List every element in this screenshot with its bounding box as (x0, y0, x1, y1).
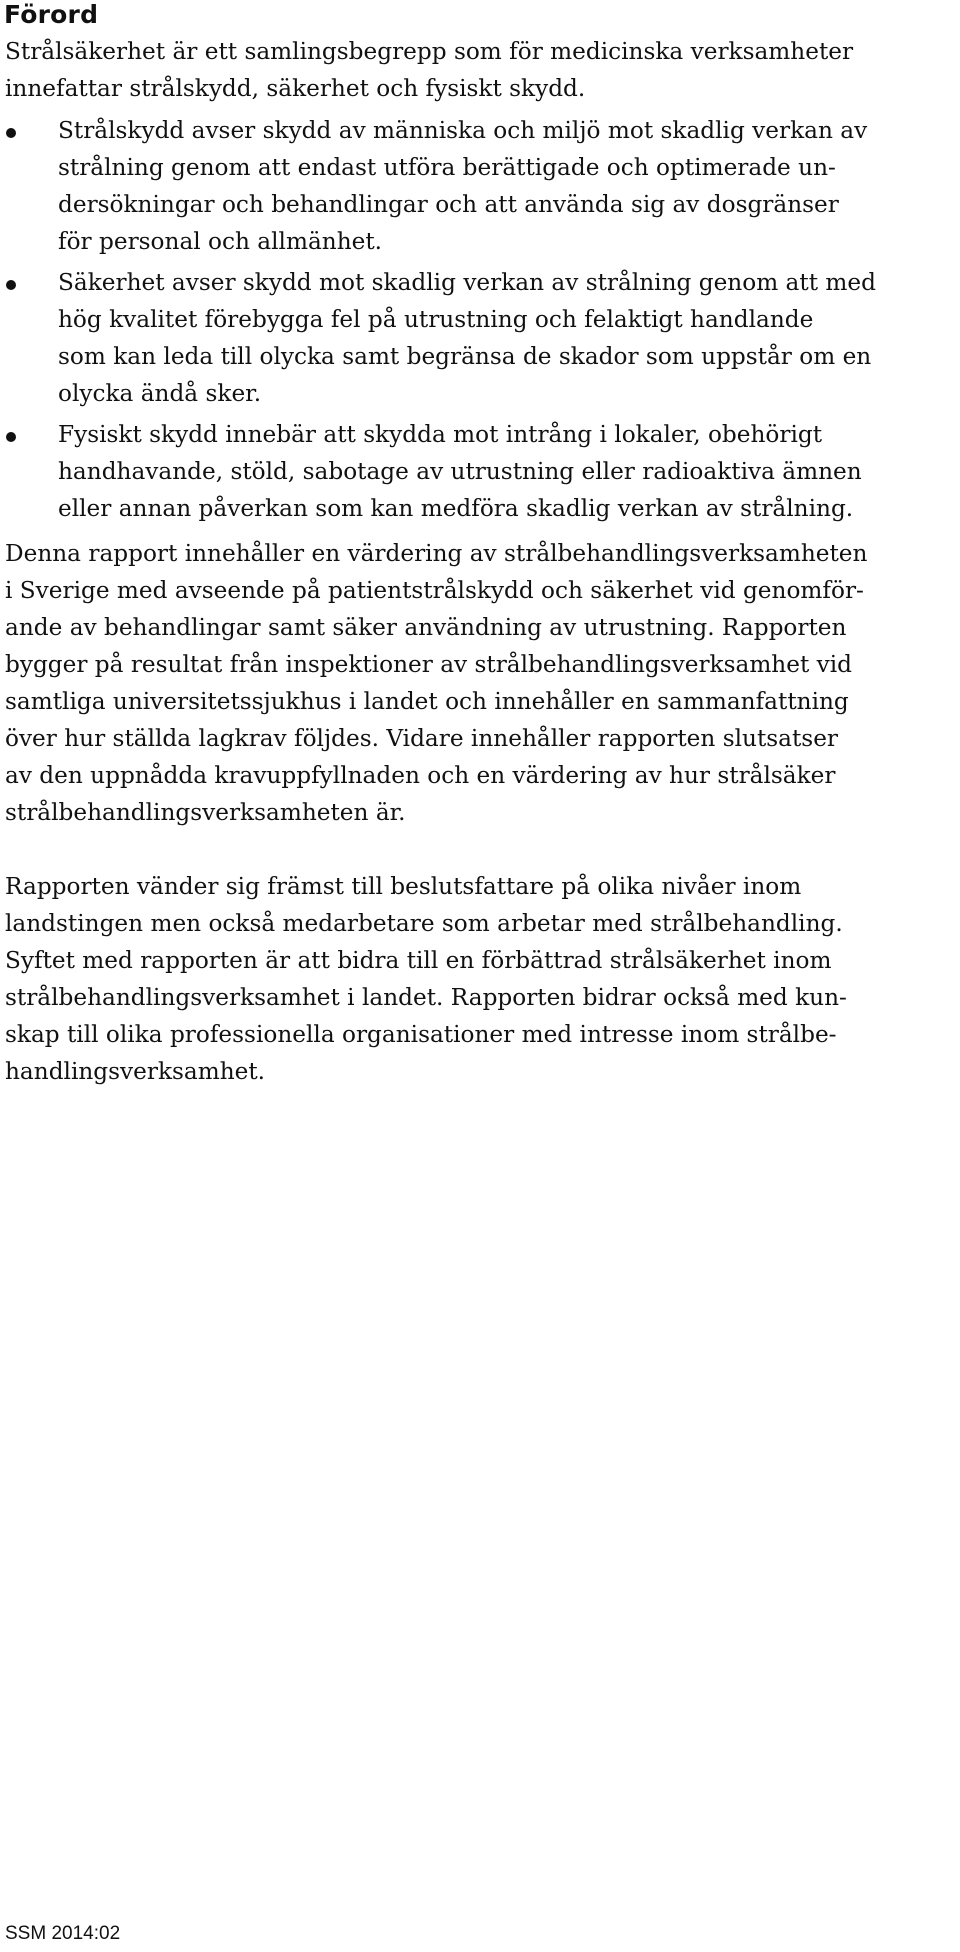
text-line: av den uppnådda kravuppfyllnaden och en värdering av hur strålsäker (5, 762, 836, 789)
text-line: landstingen men också medarbetare som arbetar med strålbehandling. (5, 910, 843, 937)
text-line: Rapporten vänder sig främst till beslutsfattare på olika nivåer inom (5, 873, 802, 900)
text-line: ande av behandlingar samt säker användning av utrustning. Rapporten (5, 614, 847, 641)
text-line: Syftet med rapporten är att bidra till en förbättrad strålsäkerhet inom (5, 947, 832, 974)
text-line: samtliga universitetssjukhus i landet och innehåller en sammanfattning (5, 688, 849, 715)
text-line: strålbehandlingsverksamhet i landet. Rapporten bidrar också med kun- (5, 984, 847, 1011)
text-line: Säkerhet avser skydd mot skadlig verkan av strålning genom att med (58, 269, 876, 296)
text-line: för personal och allmänhet. (58, 228, 383, 255)
page-footer-report-id: SSM 2014:02 (5, 1923, 121, 1944)
text-line: hög kvalitet förebygga fel på utrustning och felaktigt handlande (58, 306, 814, 333)
text-line: skap till olika professionella organisationer med intresse inom strålbe- (5, 1021, 837, 1048)
text-line: bygger på resultat från inspektioner av strålbehandlingsverksamhet vid (5, 651, 853, 678)
text-line: Strålsäkerhet är ett samlingsbegrepp som för medicinska verksamheter (5, 38, 854, 65)
text-line: i Sverige med avseende på patientstrålskydd och säkerhet vid genomför- (5, 577, 864, 604)
text-line: handhavande, stöld, sabotage av utrustning eller radioaktiva ämnen (58, 458, 862, 485)
audience-paragraph (5, 868, 960, 1090)
bullet-item-sakerhet (5, 264, 960, 412)
bullet-icon (6, 128, 16, 138)
bullet-list (5, 112, 960, 527)
text-line: handlingsverksamhet. (5, 1058, 266, 1085)
bullet-item-stralskydd (5, 112, 960, 260)
text-line: olycka ändå sker. (58, 380, 262, 407)
text-line: strålbehandlingsverksamheten är. (5, 799, 406, 826)
text-line: strålning genom att endast utföra berättigade och optimerade un- (58, 154, 836, 181)
page-heading: Förord (4, 0, 99, 29)
paragraph-spacer (5, 831, 960, 868)
text-line: Denna rapport innehåller en värdering av strålbehandlingsverksamheten (5, 540, 868, 567)
text-line: Strålskydd avser skydd av människa och miljö mot skadlig verkan av (58, 117, 868, 144)
text-line: Fysiskt skydd innebär att skydda mot intrång i lokaler, obehörigt (58, 421, 823, 448)
intro-paragraph (5, 33, 960, 107)
bullet-item-fysiskt-skydd (5, 416, 960, 527)
text-line: dersökningar och behandlingar och att använda sig av dosgränser (58, 191, 839, 218)
bullet-icon (6, 432, 16, 442)
text-line: över hur ställda lagkrav följdes. Vidare innehåller rapporten slutsatser (5, 725, 839, 752)
text-line: innefattar strålskydd, säkerhet och fysiskt skydd. (5, 75, 586, 102)
report-scope-paragraph (5, 535, 960, 831)
bullet-icon (6, 280, 16, 290)
text-line: som kan leda till olycka samt begränsa de skador som uppstår om en (58, 343, 872, 370)
text-line: eller annan påverkan som kan medföra skadlig verkan av strålning. (58, 495, 854, 522)
document-body (5, 33, 960, 1090)
